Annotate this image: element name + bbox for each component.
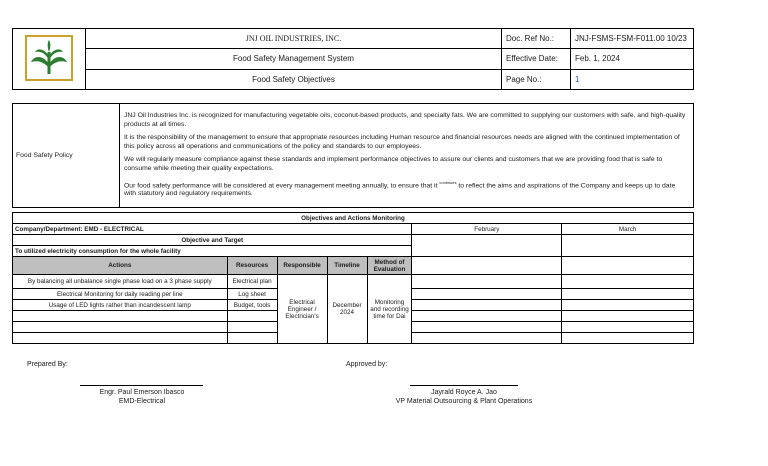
document-title: Food Safety Objectives [86,69,502,89]
policy-paragraph-3: We will regularly measure compliance against these standards and implement performance objectives to assure our clients and customers that we are providing food that is safe to consume while meeting their quality expectations. [124,156,663,172]
action-row-1: By balancing all unbalance single phase load on a 3 phase supply [13,275,228,289]
feb-cell-3 [412,300,562,311]
action-row-4 [13,311,228,322]
mar-cell-objective [562,235,694,257]
action-row-3: Usage of LED lights rather than incandescent lamp [13,300,228,311]
feb-cell-6 [412,333,562,344]
col-actions: Actions [13,257,228,275]
system-title: Food Safety Management System [86,49,502,69]
feb-cell-5 [412,322,562,333]
mar-cell-4 [562,311,694,322]
approved-name: Jayrald Royce A. Jao [431,389,497,396]
mar-cell-6 [562,333,694,344]
effective-date-label: Effective Date: [502,49,571,69]
policy-p4-part-a: Our food safety performance will be considered at every management meeting annually, to ensure that it [124,181,440,189]
policy-paragraph-4 [124,179,689,199]
feb-cell-objective [412,235,562,257]
approved-title: VP Material Outsourcing & Plant Operations [395,398,533,405]
policy-label: Food Safety Policy [13,104,120,208]
responsible-cell: Electrical Engineer / Electrician's [277,275,327,344]
action-row-2: Electrical Monitoring for daily reading per line [13,289,228,300]
feb-cell-header [412,257,562,275]
doc-ref-label: Doc. Ref No.: [502,29,571,49]
policy-p4-superscript: continues [439,179,457,185]
policy-p4-part-b: to reflect the aims and aspirations of the Company and keeps up to date with statutory and regulatory requirements. [124,181,676,198]
objectives-section-title: Objectives and Actions Monitoring [13,213,694,224]
mar-cell-header [562,257,694,275]
method-cell: Monitoring and recording time for Dai [367,275,412,344]
col-responsible: Responsible [277,257,327,275]
department-label: Company/Department: EMD - ELECTRICAL [13,224,412,235]
objectives-table [12,212,694,344]
prepared-signature-line [80,385,203,386]
page-number-value[interactable]: 1 [571,69,694,89]
prepared-by-label: Prepared By: [27,361,68,368]
feb-cell-1 [412,275,562,289]
prepared-title: EMD-Electrical [118,398,166,405]
approved-signatory [364,388,564,406]
feb-cell-2 [412,289,562,300]
month-march: March [562,224,694,235]
company-logo-icon [24,34,74,82]
document-header [12,28,694,90]
page-number-label: Page No.: [502,69,571,89]
action-row-6 [13,333,228,344]
policy-text [120,104,694,208]
objective-text: To utilized electricity consumption for the whole facility [13,246,412,257]
prepared-name: Engr. Paul Emerson Ibasco [99,389,185,396]
food-safety-policy [12,103,694,208]
col-method: Method of Evaluation [367,257,412,275]
doc-ref-value: JNJ-FSMS-FSM-F011.00 10/23 [571,29,694,49]
month-february: February [412,224,562,235]
prepared-signatory [62,388,222,406]
effective-date-value: Feb. 1, 2024 [571,49,694,69]
resource-row-4 [227,311,277,322]
feb-cell-4 [412,311,562,322]
col-resources: Resources [227,257,277,275]
mar-cell-1 [562,275,694,289]
resource-row-6 [227,333,277,344]
resource-row-1: Electrical plan [227,275,277,289]
timeline-cell: December 2024 [327,275,367,344]
resource-row-3: Budget, tools [227,300,277,311]
approved-signature-line [410,385,518,386]
company-logo-cell [13,29,86,90]
company-name: JNJ OIL INDUSTRIES, INC. [86,29,502,49]
policy-paragraph-1: JNJ Oil Industries Inc. is recognized for manufacturing vegetable oils, coconut-based products, and specialty fats. We are committed to supplying our customers with safe, and high-quality products at all times. [124,111,686,128]
resource-row-5 [227,322,277,333]
resource-row-2: Log sheet [227,289,277,300]
mar-cell-3 [562,300,694,311]
mar-cell-5 [562,322,694,333]
objective-target-label: Objective and Target [13,235,412,246]
approved-by-label: Approved by: [346,361,388,368]
mar-cell-2 [562,289,694,300]
policy-paragraph-2: It is the responsibility of the management to ensure that appropriate resources including Human resource and financial resources needs are aligned with the continued implementation of this policy across all operations and communications of the policy and standards to our employees. [124,134,680,150]
col-timeline: Timeline [327,257,367,275]
action-row-5 [13,322,228,333]
